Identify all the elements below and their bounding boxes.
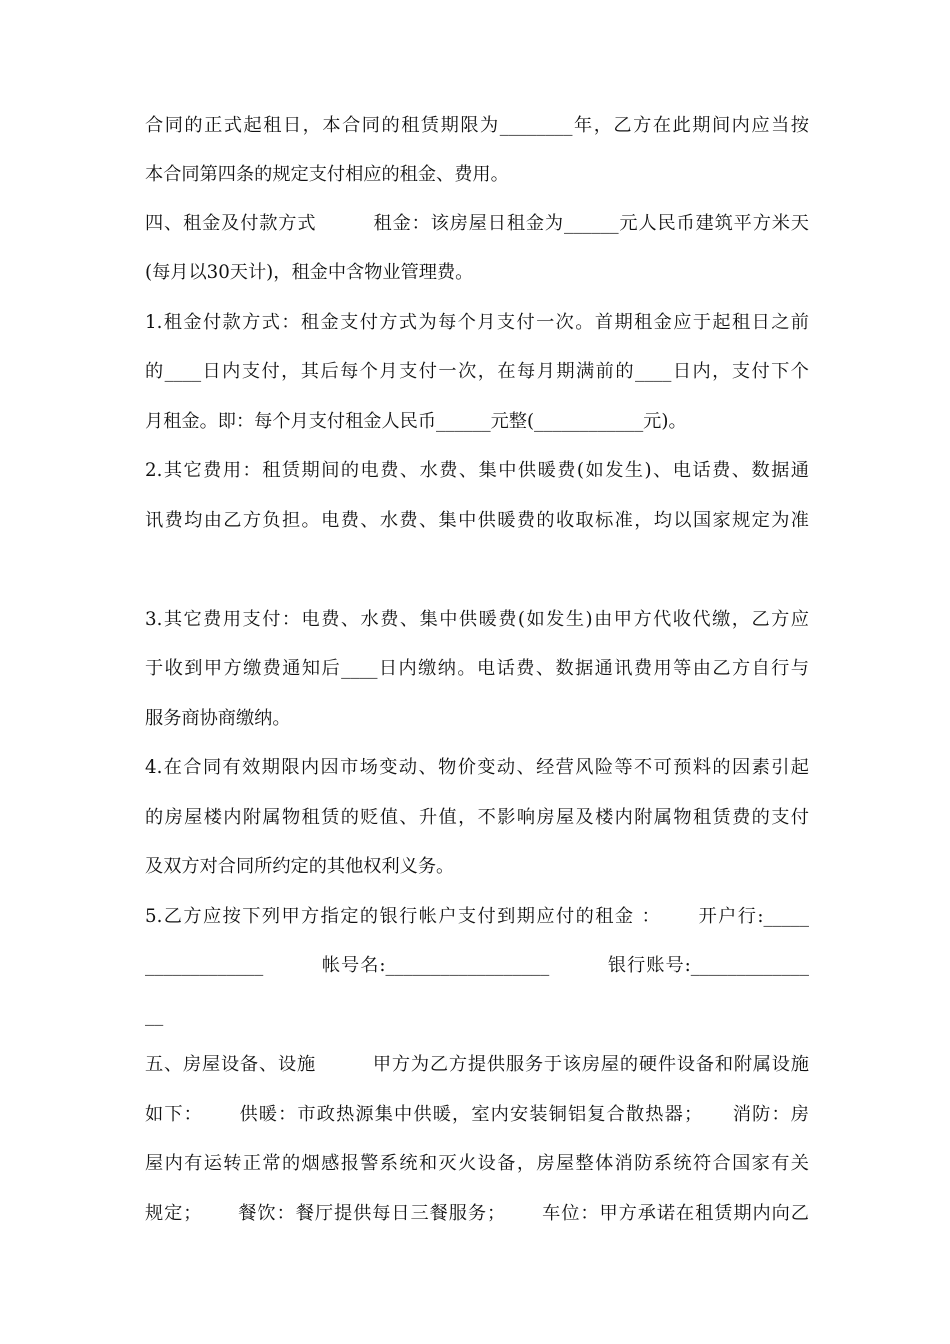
text-line: 服务商协商缴纳。 [145,708,291,729]
text-line: _____________ 帐号名:__________________ 银行账号:_____________ [145,955,809,976]
text-line: 于收到甲方缴费通知后____日内缴纳。电话费、数据通讯费用等由乙方自行与 [145,658,809,679]
text-line: 1.租金付款方式：租金支付方式为每个月支付一次。首期租金应于起租日之前 [145,312,809,333]
text-line: 屋内有运转正常的烟感报警系统和灭火设备，房屋整体消防系统符合国家有关 [145,1153,809,1174]
text-line: 5.乙方应按下列甲方指定的银行帐户支付到期应付的租金 ： 开户行:_____ [145,906,809,927]
text-line: 讯费均由乙方负担。电费、水费、集中供暖费的收取标准，均以国家规定为准 [145,510,809,531]
text-line: (每月以30天计)，租金中含物业管理费。 [145,262,474,283]
text-line: 及双方对合同所约定的其他权利义务。 [145,856,455,877]
text-line: 四、租金及付款方式 租金：该房屋日租金为______元人民币建筑平方米天 [145,213,809,234]
text-line: 4.在合同有效期限内因市场变动、物价变动、经营风险等不可预料的因素引起 [145,757,809,778]
text-line: 的____日内支付，其后每个月支付一次，在每月期满前的____日内，支付下个 [145,361,809,382]
text-line: 本合同第四条的规定支付相应的租金、费用。 [145,164,509,185]
text-line: 如下： 供暖：市政热源集中供暖，室内安装铜铝复合散热器； 消防：房 [145,1104,809,1125]
text-line: 月租金。即：每个月支付租金人民币______元整(____________元)。 [145,411,687,432]
text-line: 五、房屋设备、设施 甲方为乙方提供服务于该房屋的硬件设备和附属设施 [145,1054,809,1075]
text-line: 规定； 餐饮：餐厅提供每日三餐服务； 车位：甲方承诺在租赁期内向乙 [145,1203,809,1224]
text-line: 合同的正式起租日，本合同的租赁期限为________年，乙方在此期间内应当按 [145,115,809,136]
text-line: 2.其它费用：租赁期间的电费、水费、集中供暖费(如发生)、电话费、数据通 [145,460,809,481]
text-line: 3.其它费用支付：电费、水费、集中供暖费(如发生)由甲方代收代缴，乙方应 [145,609,809,630]
text-line: __ [145,1005,164,1026]
text-line: 的房屋楼内附属物租赁的贬值、升值，不影响房屋及楼内附属物租赁费的支付 [145,807,809,828]
